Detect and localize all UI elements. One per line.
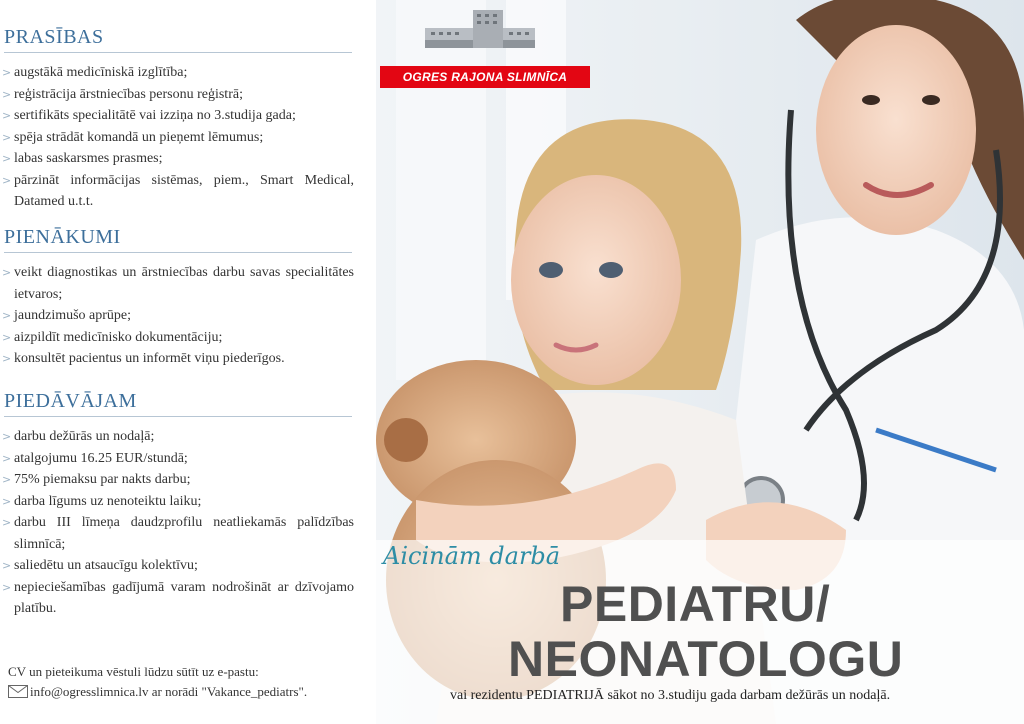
- chevron-bullet-icon: >: [2, 266, 12, 279]
- chevron-bullet-icon: >: [2, 330, 12, 344]
- list-item: > 75% piemaksu par nakts darbu;: [2, 469, 354, 491]
- chevron-bullet-icon: >: [2, 173, 12, 187]
- left-column: [0, 0, 376, 724]
- list-item: > pārzināt informācijas sistēmas, piem., Smart Medical, Datamed u.t.t.: [2, 170, 354, 213]
- list-item: > aizpildīt medicīnisko dokumentāciju;: [2, 327, 354, 349]
- chevron-bullet-icon: >: [2, 352, 12, 365]
- envelope-icon: [8, 685, 28, 702]
- offer-divider: [4, 416, 352, 417]
- chevron-bullet-icon: >: [2, 516, 12, 529]
- chevron-bullet-icon: >: [2, 130, 12, 144]
- requirements-title: PRASĪBAS: [4, 26, 104, 48]
- list-item: > augstākā medicīniskā izglītība;: [2, 62, 354, 84]
- chevron-bullet-icon: >: [2, 152, 12, 165]
- footer-instruction: CV un pieteikuma vēstuli lūdzu sūtīt uz e-pastu:: [8, 664, 259, 679]
- chevron-bullet-icon: >: [2, 494, 12, 508]
- chevron-bullet-icon: >: [2, 473, 12, 486]
- chevron-bullet-icon: >: [2, 66, 12, 79]
- chevron-bullet-icon: >: [2, 451, 12, 465]
- footer-email-line: [8, 684, 307, 702]
- hero-heading-line1: PEDIATRU/: [560, 576, 831, 632]
- email-contact[interactable]: info@ogresslimnica.lv ar norādi "Vakance_pediatrs".: [30, 684, 308, 699]
- list-item: > sertifikāts specialitātē vai izziņa no 3.studija gada;: [2, 105, 354, 127]
- hero-subline: vai rezidentu PEDIATRIJĀ sākot no 3.studiju gada darbam dežūrās un nodaļā.: [450, 688, 891, 703]
- list-item: > darbu dežūrās un nodaļā;: [2, 426, 354, 448]
- list-item: > darbu III līmeņa daudzprofilu neatliekamās palīdzības slimnīcā;: [2, 512, 354, 555]
- hospital-logo: [380, 10, 590, 82]
- chevron-bullet-icon: >: [2, 87, 12, 101]
- list-item: > veikt diagnostikas un ārstniecības darbu savas specialitātes ietvaros;: [2, 262, 354, 305]
- requirements-divider: [4, 52, 352, 53]
- requirements-list: [2, 62, 354, 213]
- offer-title: PIEDĀVĀJAM: [4, 390, 137, 412]
- hospital-building-icon: [425, 10, 535, 55]
- hospital-logo-text: OGRES RAJONA SLIMNĪCA: [380, 66, 590, 88]
- list-item: > darba līgums uz nenoteiktu laiku;: [2, 491, 354, 513]
- list-item: > reģistrācija ārstniecības personu reģistrā;: [2, 84, 354, 106]
- list-item: > konsultēt pacientus un informēt viņu piederīgos.: [2, 348, 354, 370]
- duties-list: [2, 262, 354, 370]
- list-item: > atalgojumu 16.25 EUR/stundā;: [2, 448, 354, 470]
- hero-tagline: Aicinām darbā: [383, 542, 561, 570]
- chevron-bullet-icon: >: [2, 309, 12, 322]
- duties-divider: [4, 252, 352, 253]
- list-item: > nepieciešamības gadījumā varam nodrošināt ar dzīvojamo platību.: [2, 577, 354, 620]
- list-item: > jaundzimušo aprūpe;: [2, 305, 354, 327]
- list-item: > saliedētu un atsaucīgu kolektīvu;: [2, 555, 354, 577]
- offer-list: [2, 426, 354, 620]
- list-item: > labas saskarsmes prasmes;: [2, 148, 354, 170]
- chevron-bullet-icon: >: [2, 430, 12, 443]
- chevron-bullet-icon: >: [2, 580, 12, 594]
- chevron-bullet-icon: >: [2, 109, 12, 122]
- duties-title: PIENĀKUMI: [4, 226, 121, 248]
- list-item: > spēja strādāt komandā un pieņemt lēmumus;: [2, 127, 354, 149]
- chevron-bullet-icon: >: [2, 559, 12, 572]
- hero-heading-line2: NEONATOLOGU: [508, 631, 904, 687]
